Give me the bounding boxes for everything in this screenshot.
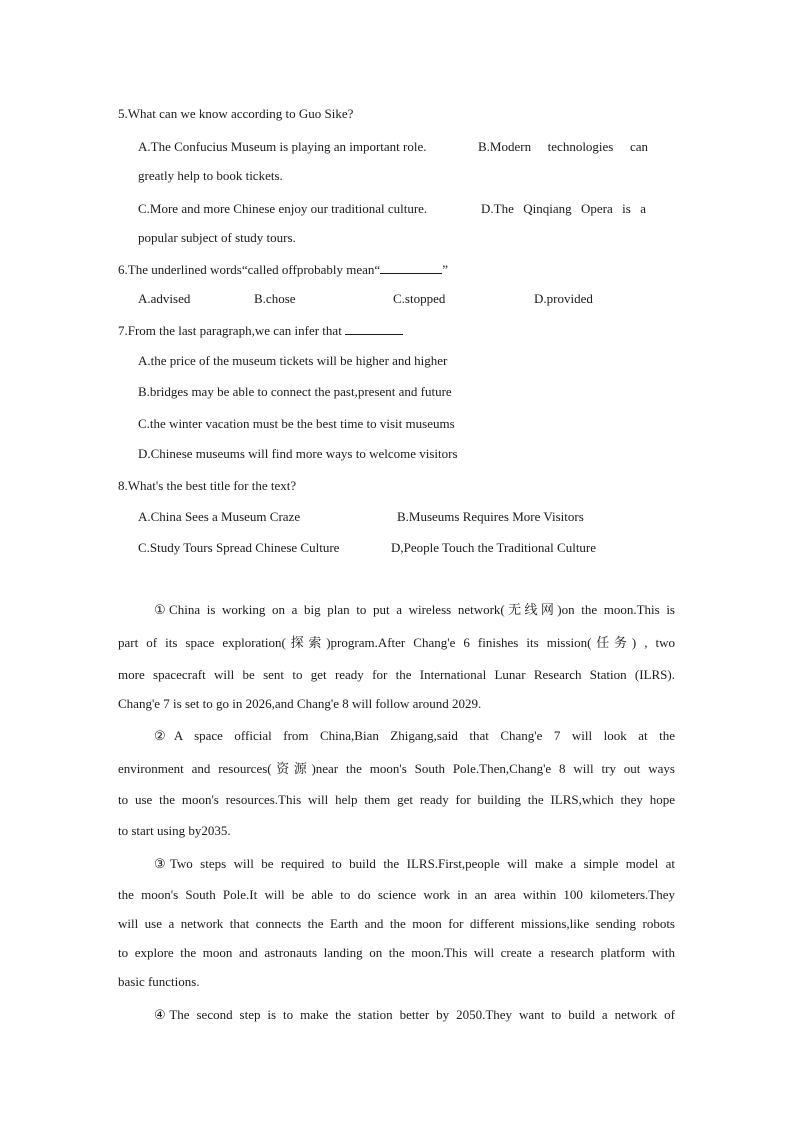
answer-blank	[380, 260, 442, 274]
q6-option-a: A.advised	[138, 291, 191, 306]
q5-option-d: D.The Qinqiang Opera is a	[481, 201, 646, 216]
passage-p3-line5: basic functions.	[118, 974, 200, 989]
q5-option-d-cont: popular subject of study tours.	[138, 230, 296, 245]
passage-p3-line2: the moon's South Pole.It will be able to do science work in an area within 100 kilometers.They	[118, 887, 675, 902]
q5-option-c: C.More and more Chinese enjoy our traditional culture.	[138, 201, 428, 216]
q8-option-a: A.China Sees a Museum Craze	[138, 509, 301, 524]
q6-option-c: C.stopped	[393, 291, 446, 306]
q7-option-a: A.the price of the museum tickets will be higher and higher	[138, 353, 448, 368]
question-8-stem: 8.What's the best title for the text?	[118, 478, 297, 493]
q6-stem-end: ”	[442, 262, 448, 277]
passage-p2-line2: environment and resources(资源)near the moon's South Pole.Then,Chang'e 8 will try out ways	[118, 761, 675, 776]
q6-option-d: D.provided	[534, 291, 593, 306]
q6-stem-mid: probably mean“	[296, 262, 381, 277]
question-5-stem: 5.What can we know according to Guo Sike?	[118, 106, 354, 121]
q7-option-b: B.bridges may be able to connect the past,present and future	[138, 384, 452, 399]
q6-stem-start: 6.The underlined words“called off	[118, 262, 297, 277]
q5-option-b: B.Modern technologies can	[478, 139, 648, 154]
q7-option-d: D.Chinese museums will find more ways to welcome visitors	[138, 446, 458, 461]
passage-p1-line4: Chang'e 7 is set to go in 2026,and Chang'e 8 will follow around 2029.	[118, 696, 482, 711]
passage-p2-line4: to start using by2035.	[118, 823, 231, 838]
question-6-stem	[118, 260, 448, 279]
q6-option-b: B.chose	[254, 291, 296, 306]
passage-p3-line4: to explore the moon and astronauts landing on the moon.This will create a research platform with	[118, 945, 675, 960]
passage-p1-line1: ①China is working on a big plan to put a wireless network(无线网)on the moon.This is	[154, 602, 675, 617]
question-7-stem	[118, 321, 403, 340]
answer-blank	[345, 321, 403, 335]
passage-p2-line3: to use the moon's resources.This will help them get ready for building the ILRS,which they hope	[118, 792, 675, 807]
passage-p1-line2: part of its space exploration(探索)program.After Chang'e 6 finishes its mission(任务) , two	[118, 635, 675, 650]
passage-p3-line1: ③Two steps will be required to build the ILRS.First,people will make a simple model at	[154, 856, 675, 871]
q8-option-c: C.Study Tours Spread Chinese Culture	[138, 540, 340, 555]
passage-p2-line1: ②A space official from China,Bian Zhigang,said that Chang'e 7 will look at the	[154, 728, 675, 743]
q8-option-d: D,People Touch the Traditional Culture	[391, 540, 597, 555]
passage-p4-line1: ④The second step is to make the station better by 2050.They want to build a network of	[154, 1007, 675, 1022]
q5-option-b-cont: greatly help to book tickets.	[138, 168, 283, 183]
q7-stem-text: 7.From the last paragraph,we can infer that	[118, 323, 342, 338]
q8-option-b: B.Museums Requires More Visitors	[397, 509, 584, 524]
passage-p3-line3: will use a network that connects the Earth and the moon for different missions,like sending robots	[118, 916, 675, 931]
q5-option-a: A.The Confucius Museum is playing an important role.	[138, 139, 427, 154]
q7-option-c: C.the winter vacation must be the best time to visit museums	[138, 416, 455, 431]
passage-p1-line3: more spacecraft will be sent to get ready for the International Lunar Research Station (ILRS).	[118, 667, 675, 682]
